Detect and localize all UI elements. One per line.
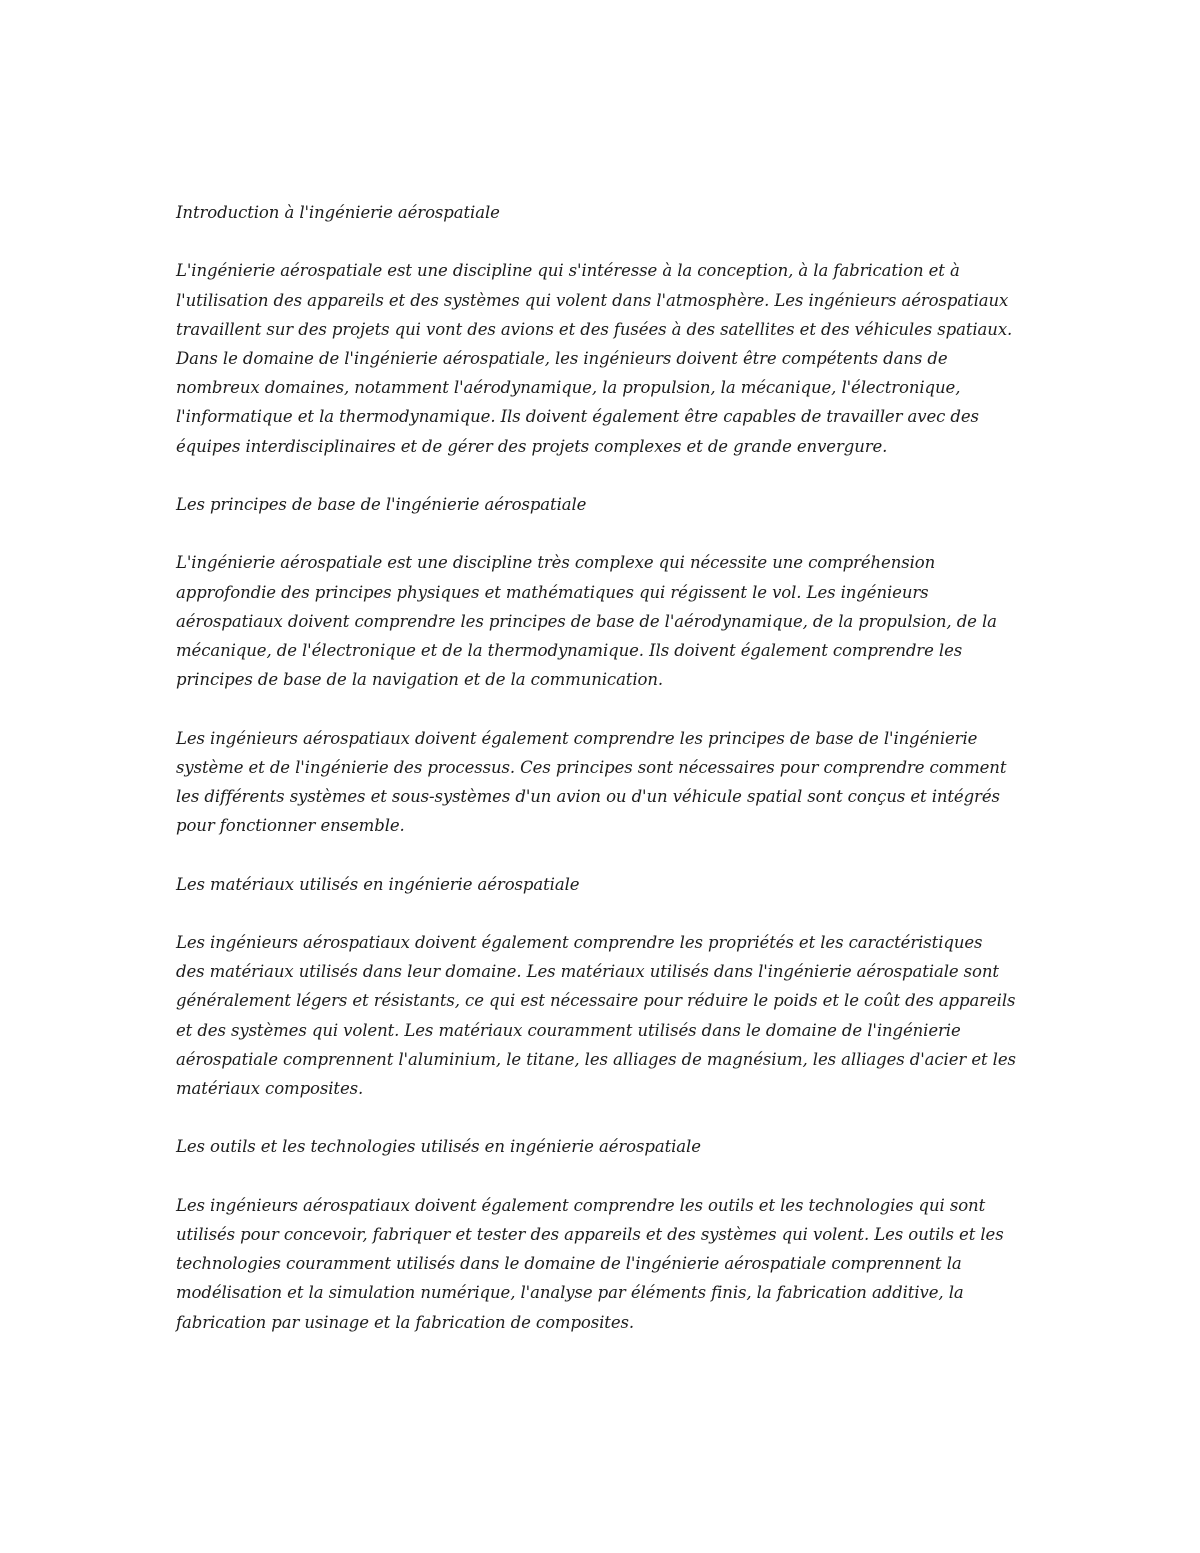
- section-heading: Introduction à l'ingénierie aérospatiale: [176, 203, 500, 222]
- paragraph: Les ingénieurs aérospatiaux doivent également comprendre les propriétés et les caractéristiques des matériaux utilisés dans leur domaine. Les matériaux utilisés dans l'ingénierie aérospatiale sont généralement légers et résistants, ce qui est nécessaire pour réduire le poids et le coût des appareils et des systèmes qui volent. Les matériaux couramment utilisés dans le domaine de l'ingénierie aérospatiale comprennent l'aluminium, le titane, les alliages de magnésium, les alliages d'acier et les matériaux composites.: [176, 932, 1016, 1098]
- document-body: [176, 198, 1016, 1366]
- paragraph: Les ingénieurs aérospatiaux doivent également comprendre les principes de base de l'ingénierie système et de l'ingénierie des processus. Ces principes sont nécessaires pour comprendre comment les différents systèmes et sous-systèmes d'un avion ou d'un véhicule spatial sont conçus et intégrés pour fonctionner ensemble.: [176, 728, 1007, 836]
- section-heading: Les matériaux utilisés en ingénierie aérospatiale: [176, 874, 580, 894]
- paragraph: Les ingénieurs aérospatiaux doivent également comprendre les outils et les technologies qui sont utilisés pour concevoir, fabriquer et tester des appareils et des systèmes qui volent. Les outils et les technologies couramment utilisés dans le domaine de l'ingénierie aérospatiale comprennent la modélisation et la simulation numérique, l'analyse par éléments finis, la fabrication additive, la fabrication par usinage et la fabrication de composites.: [176, 1195, 1004, 1332]
- section-heading: Les principes de base de l'ingénierie aérospatiale: [176, 495, 587, 514]
- paragraph: L'ingénierie aérospatiale est une discipline très complexe qui nécessite une compréhension approfondie des principes physiques et mathématiques qui régissent le vol. Les ingénieurs aérospatiaux doivent comprendre les principes de base de l'aérodynamique, de la propulsion, de la mécanique, de l'électronique et de la thermodynamique. Ils doivent également comprendre les principes de base de la navigation et de la communication.: [176, 553, 997, 690]
- paragraph: L'ingénierie aérospatiale est une discipline qui s'intéresse à la conception, à la fabrication et à l'utilisation des appareils et des systèmes qui volent dans l'atmosphère. Les ingénieurs aérospatiaux travaillent sur des projets qui vont des avions et des fusées à des satellites et des véhicules spatiaux. Dans le domaine de l'ingénierie aérospatiale, les ingénieurs doivent être compétents dans de nombreux domaines, notamment l'aérodynamique, la propulsion, la mécanique, l'électronique, l'informatique et la thermodynamique. Ils doivent également être capables de travailler avec des équipes interdisciplinaires et de gérer des projets complexes et de grande envergure.: [176, 261, 1013, 456]
- section-heading: Les outils et les technologies utilisés en ingénierie aérospatiale: [176, 1137, 701, 1157]
